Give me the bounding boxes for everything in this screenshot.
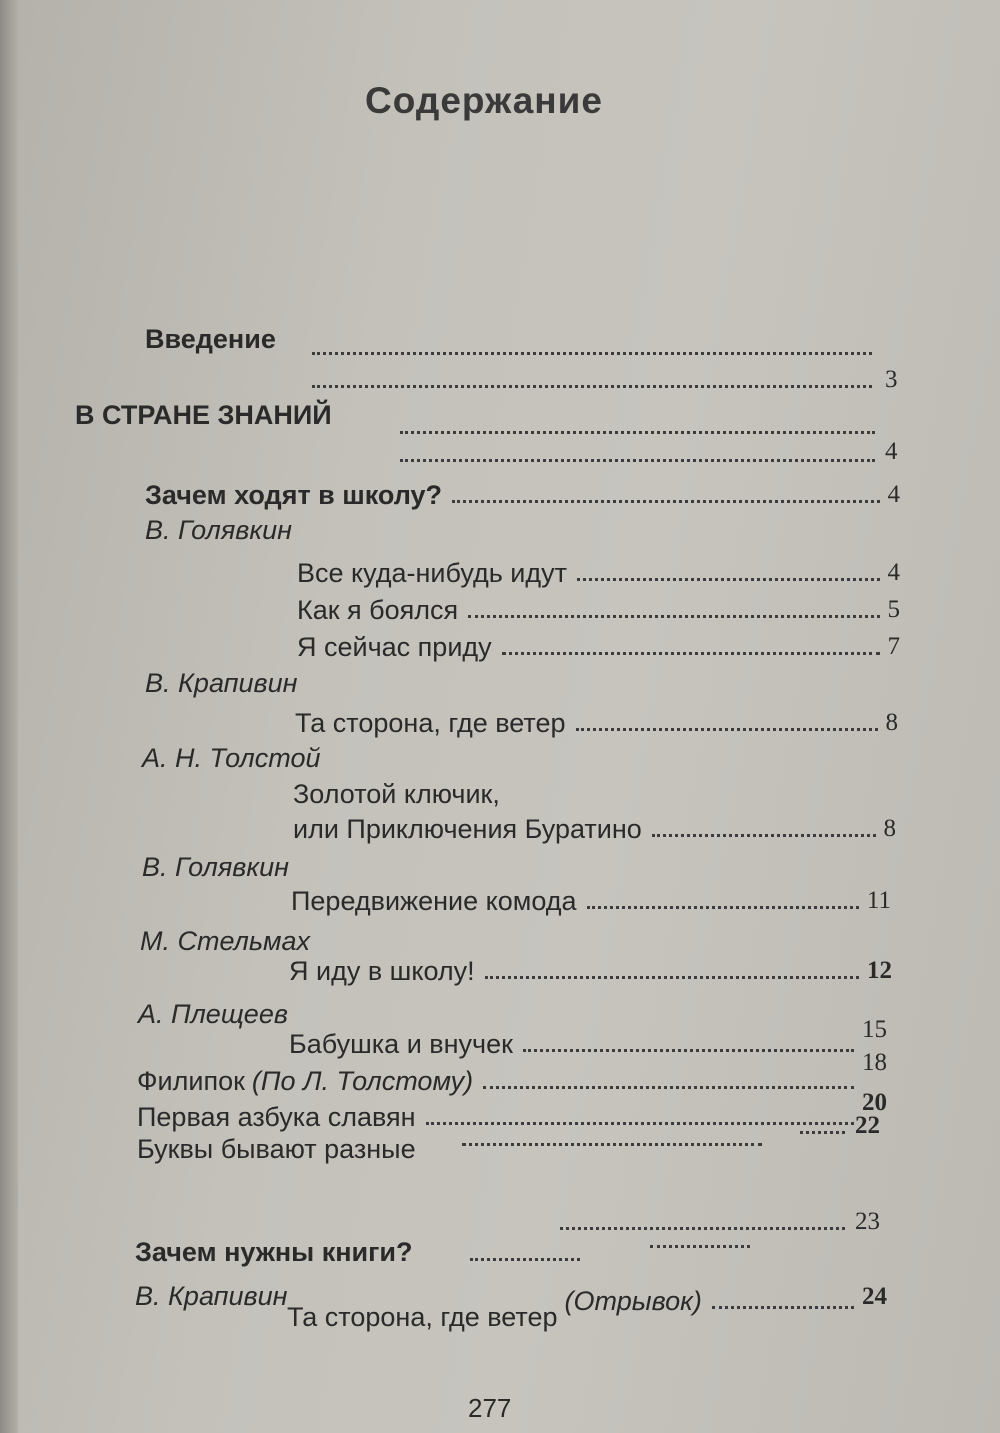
toc-leader-dots [426, 1121, 854, 1125]
toc-entry [287, 1283, 887, 1334]
toc-entry-label: Бабушка и внучек [289, 1029, 513, 1059]
toc-page-number: 5 [887, 596, 900, 623]
toc-author [138, 997, 288, 1031]
toc-author [140, 924, 310, 958]
toc-entry-label: Та сторона, где ветер [287, 1302, 558, 1332]
toc-leader-dots [650, 1244, 750, 1248]
toc-page-number: 22 [855, 1112, 880, 1139]
toc-page-number: 8 [885, 709, 898, 736]
toc-author-label: М. Стельмах [140, 926, 311, 956]
toc-entry-label: Зачем ходят в школу? [145, 480, 443, 510]
toc-entry-intro [145, 322, 305, 356]
toc-entry [297, 593, 900, 627]
toc-entry-label: Золотой ключик, [293, 779, 500, 809]
toc-page-number: 23 [855, 1208, 880, 1235]
toc-entry [297, 630, 900, 664]
toc-leader-dots [577, 577, 880, 581]
toc-leader-dots [485, 975, 859, 979]
toc-entry-label: В СТРАНЕ ЗНАНИЙ [75, 400, 332, 430]
toc-leader-dots [312, 351, 872, 355]
toc-entry [295, 706, 898, 740]
toc-author-label: В. Голявкин [142, 852, 289, 882]
toc-entry-label: Передвижение комода [291, 886, 577, 916]
toc-leader-dots [400, 458, 875, 462]
toc-page-number: 11 [866, 887, 891, 914]
page-title: Содержание [365, 80, 603, 121]
toc-entry-label: Первая азбука славян [137, 1102, 416, 1132]
toc-leader-dots [502, 651, 880, 655]
toc-author [145, 666, 298, 700]
toc-author-label: А. Плещеев [138, 999, 288, 1029]
toc-subsection-why-books [135, 1235, 413, 1269]
toc-entry-label: Та сторона, где ветер [295, 708, 566, 738]
toc-author-label: В. Голявкин [145, 515, 292, 545]
toc-leader-dots [470, 1257, 580, 1261]
toc-entry [297, 556, 900, 590]
toc-entry-label: или Приключения Буратино [293, 814, 642, 844]
toc-leader-dots [400, 430, 875, 434]
toc-author-label: В. Крапивин [135, 1281, 288, 1311]
toc-entry-label: Все куда-нибудь идут [297, 558, 567, 588]
toc-leader-dots [576, 727, 878, 731]
toc-page-number: 4 [885, 438, 898, 465]
toc-page-number: 3 [885, 366, 898, 393]
toc-leader-dots [523, 1048, 854, 1052]
toc-entry-label: Я иду в школу! [289, 956, 475, 986]
toc-page-number: 8 [883, 815, 896, 842]
toc-leader-dots [312, 384, 872, 388]
toc-author-label: А. Н. Толстой [142, 743, 321, 773]
toc-leader-dots [462, 1142, 762, 1146]
toc-entry [289, 1016, 887, 1061]
toc-entry [137, 1132, 457, 1166]
toc-entry [137, 1089, 887, 1134]
toc-entry [293, 777, 500, 811]
toc-author [142, 850, 289, 884]
toc-leader-dots [483, 1085, 854, 1089]
toc-entry [293, 812, 896, 846]
toc-leader-dots [712, 1305, 854, 1309]
toc-page-number: 15 [862, 1016, 887, 1043]
toc-leader-dots [468, 614, 879, 618]
toc-section-heading [75, 398, 395, 432]
book-spine-shadow [0, 0, 18, 1433]
toc-subsection-why-school [145, 478, 900, 512]
toc-page-number: 12 [867, 957, 892, 984]
toc-leader-dots [652, 833, 876, 837]
toc-page-number: 4 [887, 481, 900, 508]
toc-page-number: 4 [887, 559, 900, 586]
toc-entry [291, 884, 891, 918]
toc-leader-dots [800, 1130, 845, 1134]
toc-author [142, 741, 320, 775]
toc-entry-label: Я сейчас приду [297, 632, 492, 662]
toc-page-number: 18 [862, 1049, 887, 1076]
toc-entry-label: Филипок [137, 1066, 245, 1096]
toc-entry-label: Буквы бывают разные [137, 1134, 416, 1164]
toc-leader-dots [452, 499, 879, 503]
toc-entry-note: (По Л. Толстому) [251, 1066, 474, 1096]
toc-leader-dots [560, 1226, 845, 1230]
toc-entry-note: (Отрывок) [564, 1286, 702, 1316]
toc-author-label: В. Крапивин [145, 668, 298, 698]
toc-entry-label: Как я боялся [297, 595, 459, 625]
toc-page-number: 20 [862, 1089, 887, 1116]
toc-entry-label: Введение [145, 324, 276, 354]
toc-entry-label: Зачем нужны книги? [135, 1237, 413, 1267]
toc-entry [289, 954, 892, 988]
toc-leader-dots [587, 905, 859, 909]
toc-page-number: 7 [887, 633, 900, 660]
page-number-folio: 277 [468, 1393, 512, 1423]
toc-page-number: 24 [862, 1283, 887, 1310]
toc-entry [137, 1049, 887, 1098]
toc-author [145, 513, 292, 547]
